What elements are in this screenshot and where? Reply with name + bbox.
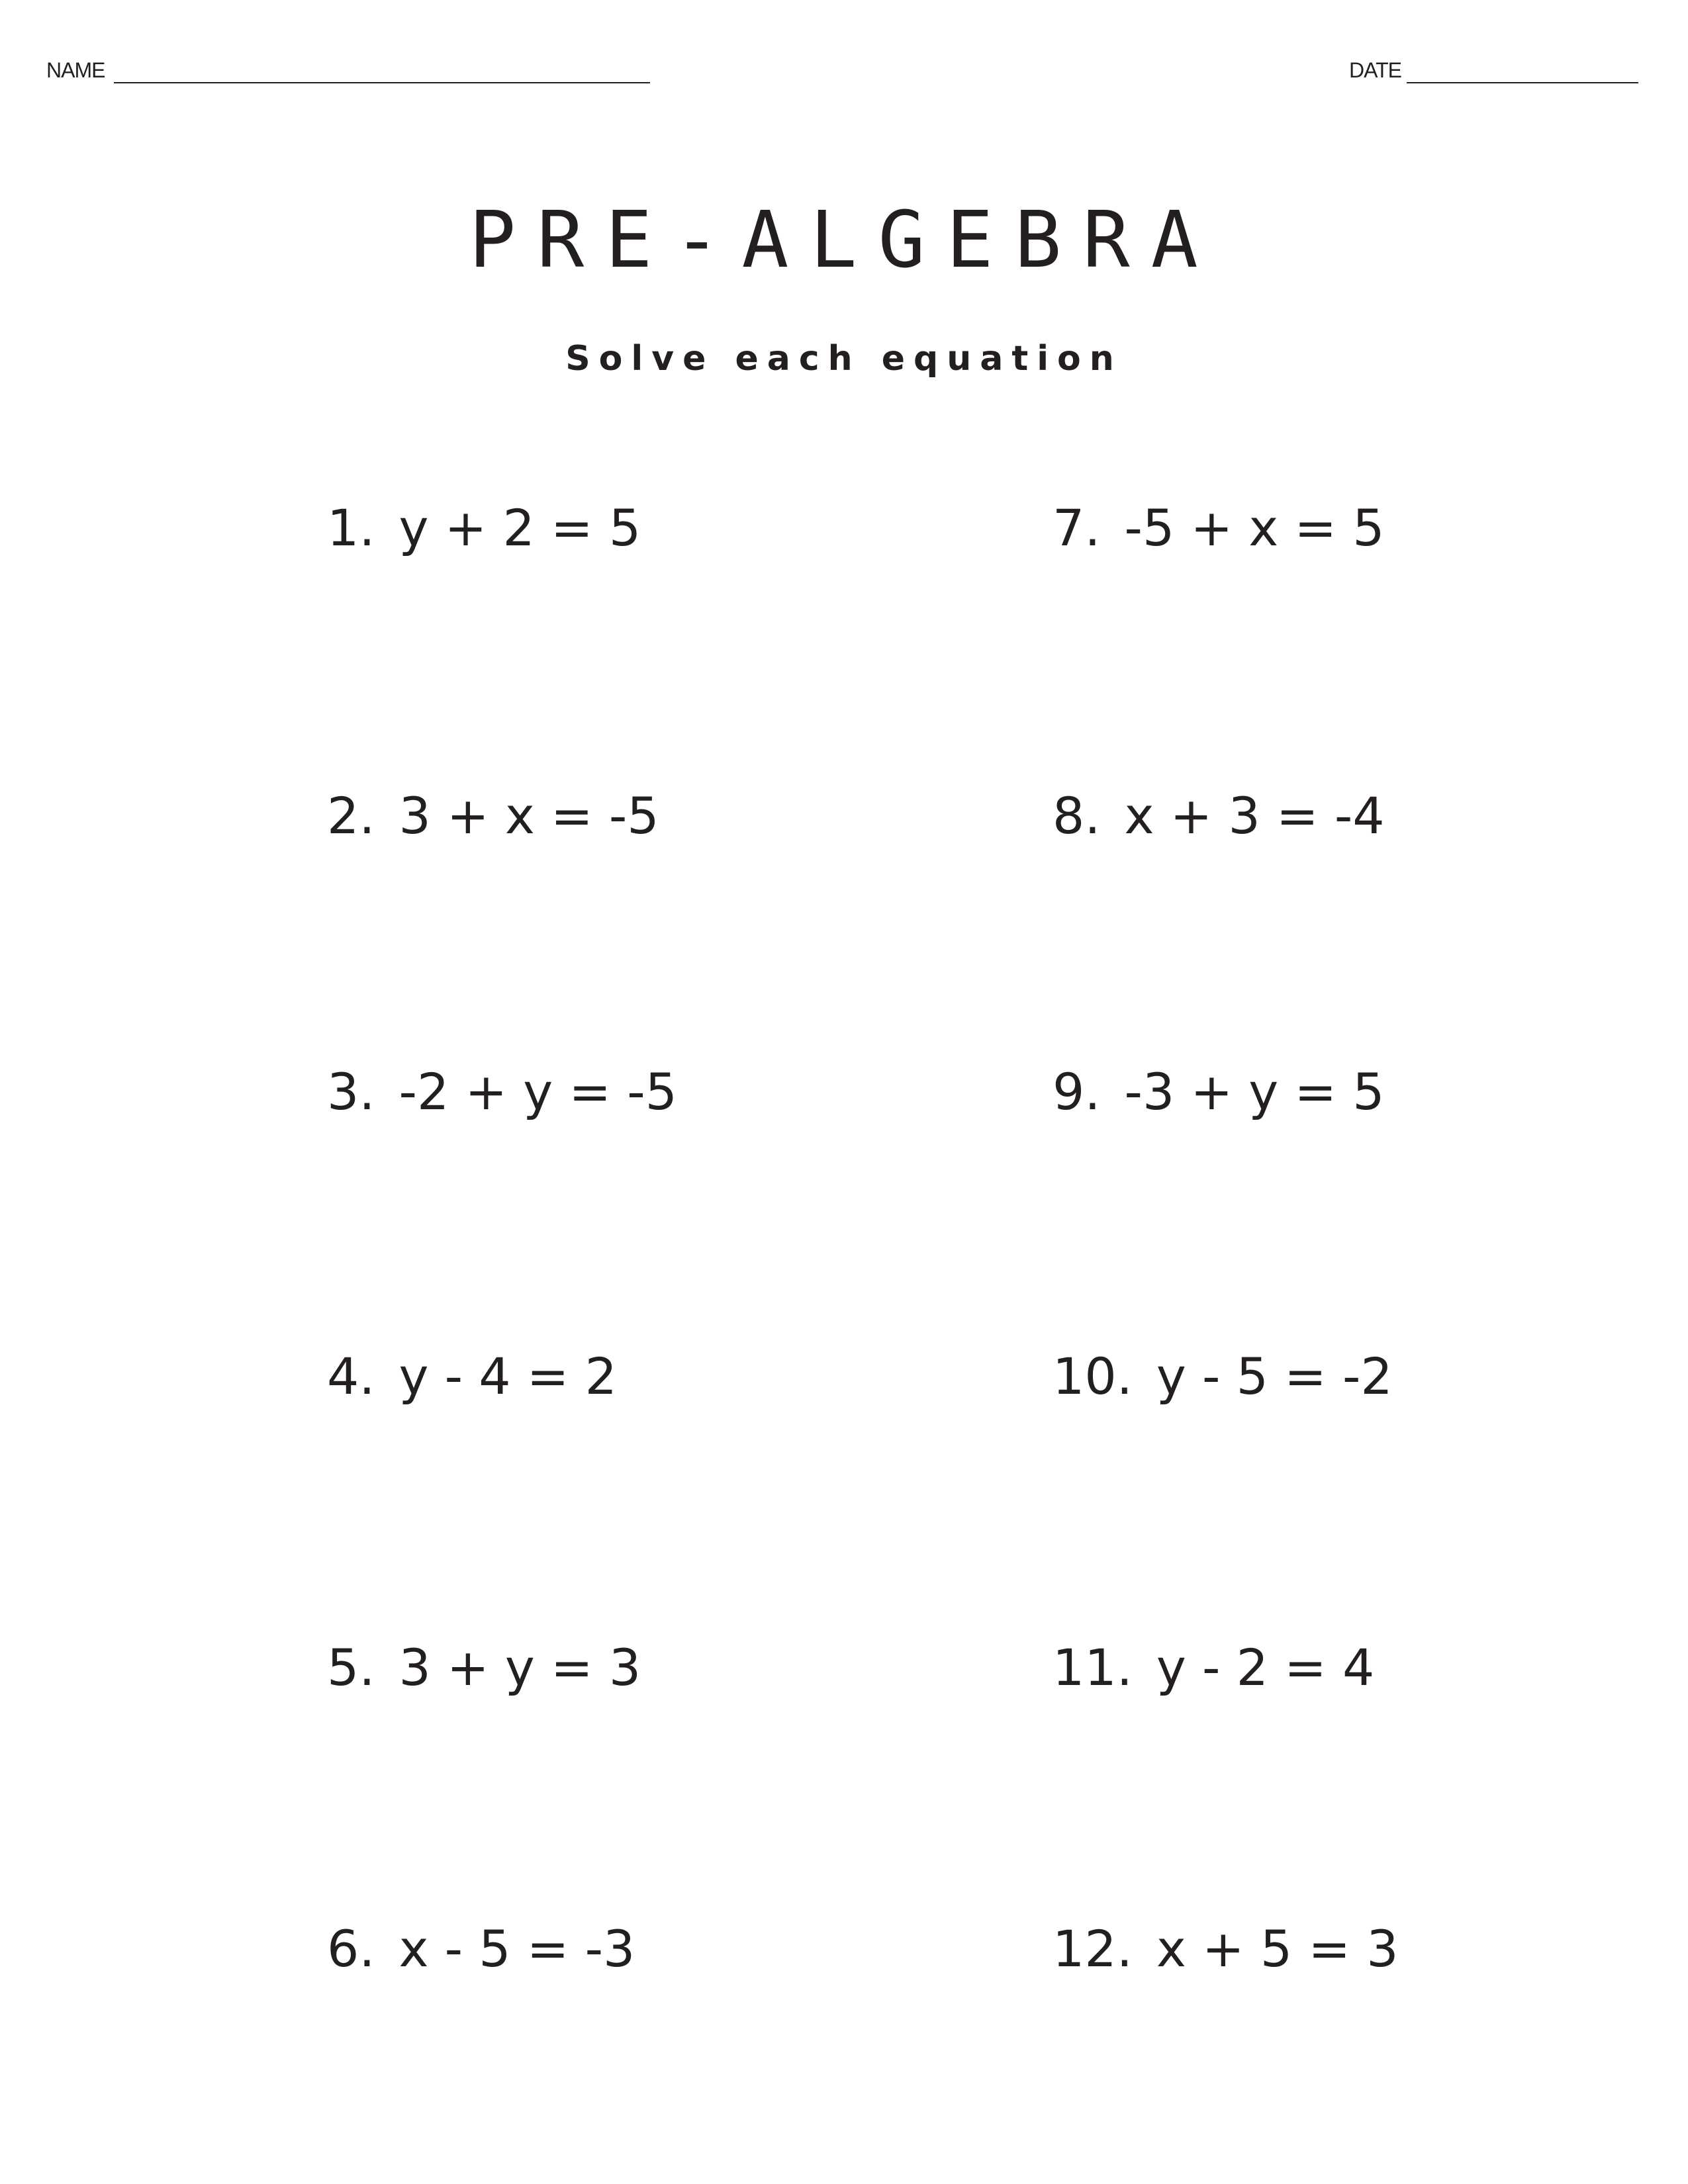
problem-8 [1053,783,1385,849]
problem-equation: y + 2 = 5 [399,498,641,557]
problem-5 [327,1635,641,1701]
problem-equation: -5 + x = 5 [1124,498,1385,557]
problem-4 [327,1343,617,1410]
problem-number: 7. [1053,498,1101,557]
problem-number: 5. [327,1638,375,1697]
problem-number: 8. [1053,786,1101,845]
problem-number: 10. [1053,1347,1133,1406]
problem-2 [327,783,659,849]
problem-equation: -3 + y = 5 [1124,1062,1385,1121]
problem-number: 12. [1053,1919,1133,1978]
problem-3 [327,1059,677,1125]
name-label: NAME [46,58,105,82]
problem-12 [1053,1916,1399,1982]
problem-number: 6. [327,1919,375,1978]
problem-number: 4. [327,1347,375,1406]
problem-equation: 3 + y = 3 [399,1638,641,1697]
problem-equation: x + 5 = 3 [1156,1919,1399,1978]
problem-equation: -2 + y = -5 [399,1062,678,1121]
problem-number: 1. [327,498,375,557]
problem-equation: y - 4 = 2 [399,1347,617,1406]
problem-equation: y - 5 = -2 [1156,1347,1393,1406]
problem-6 [327,1916,635,1982]
problem-10 [1053,1343,1393,1410]
problem-9 [1053,1059,1385,1125]
problem-7 [1053,495,1385,561]
date-blank-line [1407,82,1638,83]
problem-11 [1053,1635,1374,1701]
name-blank-line [114,82,650,83]
problem-number: 9. [1053,1062,1101,1121]
problem-equation: 3 + x = -5 [399,786,659,845]
problem-1 [327,495,641,561]
problem-equation: y - 2 = 4 [1156,1638,1375,1697]
page-title: PRE-ALGEBRA [469,194,1219,285]
problem-number: 2. [327,786,375,845]
problem-number: 11. [1053,1638,1133,1697]
problem-equation: x - 5 = -3 [399,1919,635,1978]
date-label: DATE [1349,58,1401,82]
problem-number: 3. [327,1062,375,1121]
instructions: Solve each equation [565,339,1123,379]
problem-equation: x + 3 = -4 [1124,786,1385,845]
